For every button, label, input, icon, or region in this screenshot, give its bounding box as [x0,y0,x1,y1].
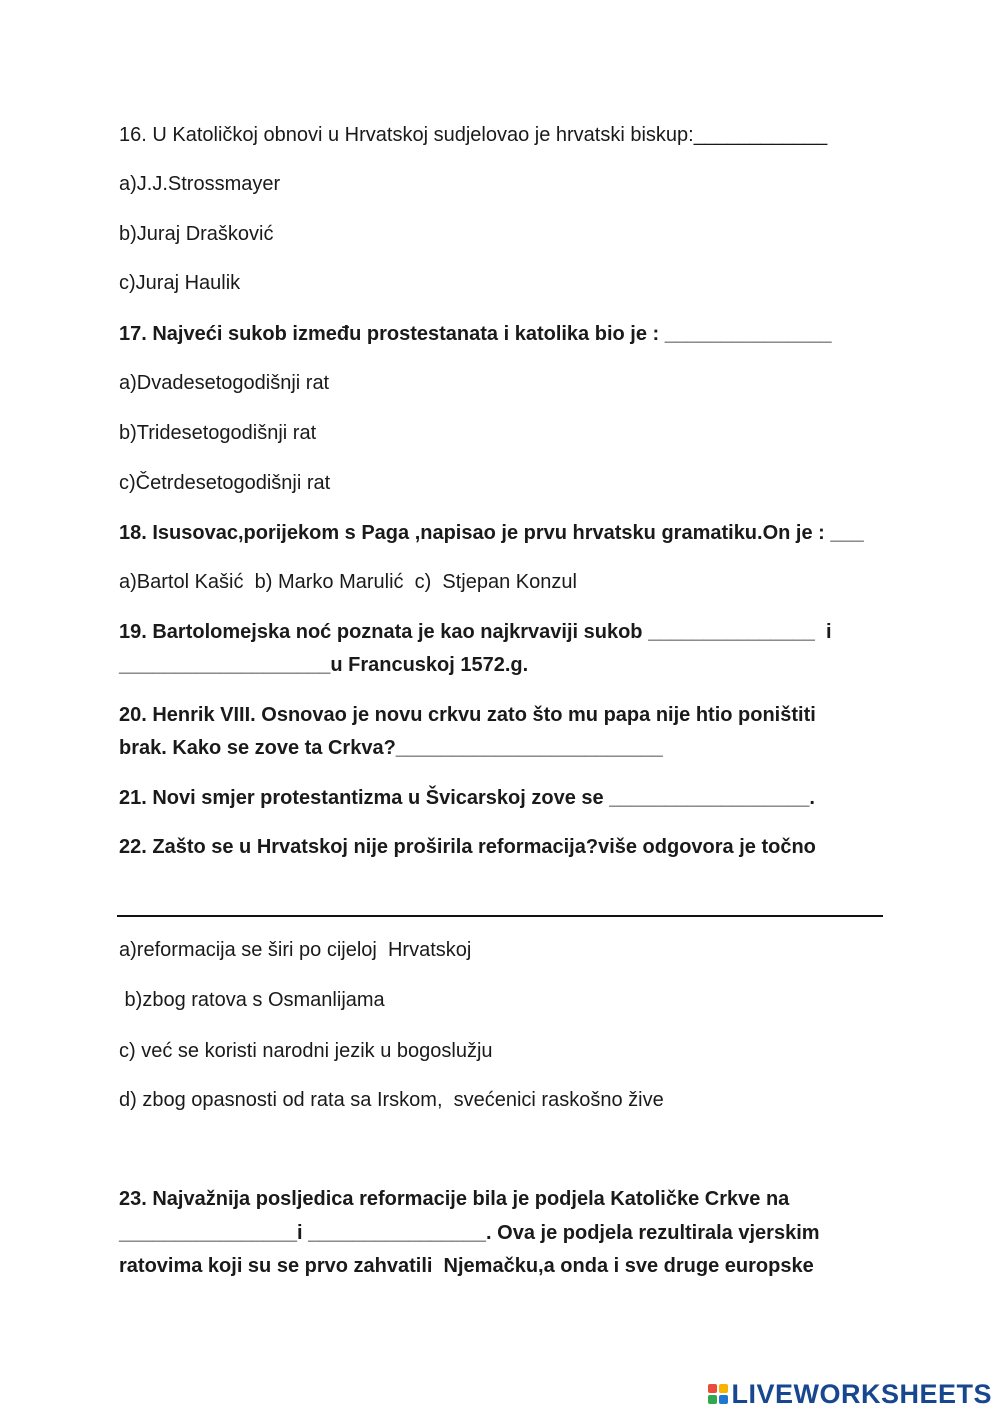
q16-question: 16. U Katoličkoj obnovi u Hrvatskoj sudjelovao je hrvatski biskup:____________ [119,124,828,146]
q22-option-a: a)reformacija se širi po cijeloj Hrvatskoj [119,939,472,961]
q18-question: 18. Isusovac,porijekom s Paga ,napisao je prvu hrvatsku gramatiku.On je : ___ [119,522,864,544]
q20-line-1: 20. Henrik VIII. Osnovao je novu crkvu zato što mu papa nije htio poništiti [119,704,816,726]
q22-option-b: b)zbog ratova s Osmanlijama [119,989,385,1011]
q19-line-1: 19. Bartolomejska noć poznata je kao najkrvaviji sukob _______________ i [119,621,832,643]
q17-question: 17. Najveći sukob između prostestanata i katolika bio je : _______________ [119,323,832,345]
logo-square-green [708,1395,717,1404]
q22-option-d: d) zbog opasnosti od rata sa Irskom, svećenici raskošno žive [119,1089,664,1111]
q16-option-a: a)J.J.Strossmayer [119,173,281,195]
logo-square-yellow [719,1384,728,1393]
q17-option-c: c)Četrdesetogodišnji rat [119,472,331,494]
q17-option-a: a)Dvadesetogodišnji rat [119,372,330,394]
q16-option-c: c)Juraj Haulik [119,272,241,294]
logo-square-blue [719,1395,728,1404]
q21-question: 21. Novi smjer protestantizma u Švicarskoj zove se __________________. [119,787,815,809]
brand-name: LIVEWORKSHEETS [731,1378,992,1409]
q22-option-c: c) već se koristi narodni jezik u bogoslužju [119,1040,493,1062]
q22-question: 22. Zašto se u Hrvatskoj nije proširila reformacija?više odgovora je točno [119,836,816,858]
q23-line-2: ________________i ________________. Ova je podjela rezultirala vjerskim [119,1222,820,1244]
q19-line-2: ___________________u Francuskoj 1572.g. [119,654,529,676]
liveworksheets-logo-icon [708,1384,728,1404]
q20-line-2: brak. Kako se zove ta Crkva?________________________ [119,737,663,759]
q16-option-b: b)Juraj Drašković [119,223,274,245]
logo-square-red [708,1384,717,1393]
liveworksheets-brand [708,1377,992,1411]
q17-option-b: b)Tridesetogodišnji rat [119,422,317,444]
q22-answer-line [117,915,883,917]
q23-line-1: 23. Najvažnija posljedica reformacije bila je podjela Katoličke Crkve na [119,1188,790,1210]
q23-line-3: ratovima koji su se prvo zahvatili Njemačku,a onda i sve druge europske [119,1255,814,1277]
q18-options: a)Bartol Kašić b) Marko Marulić c) Stjepan Konzul [119,571,577,593]
